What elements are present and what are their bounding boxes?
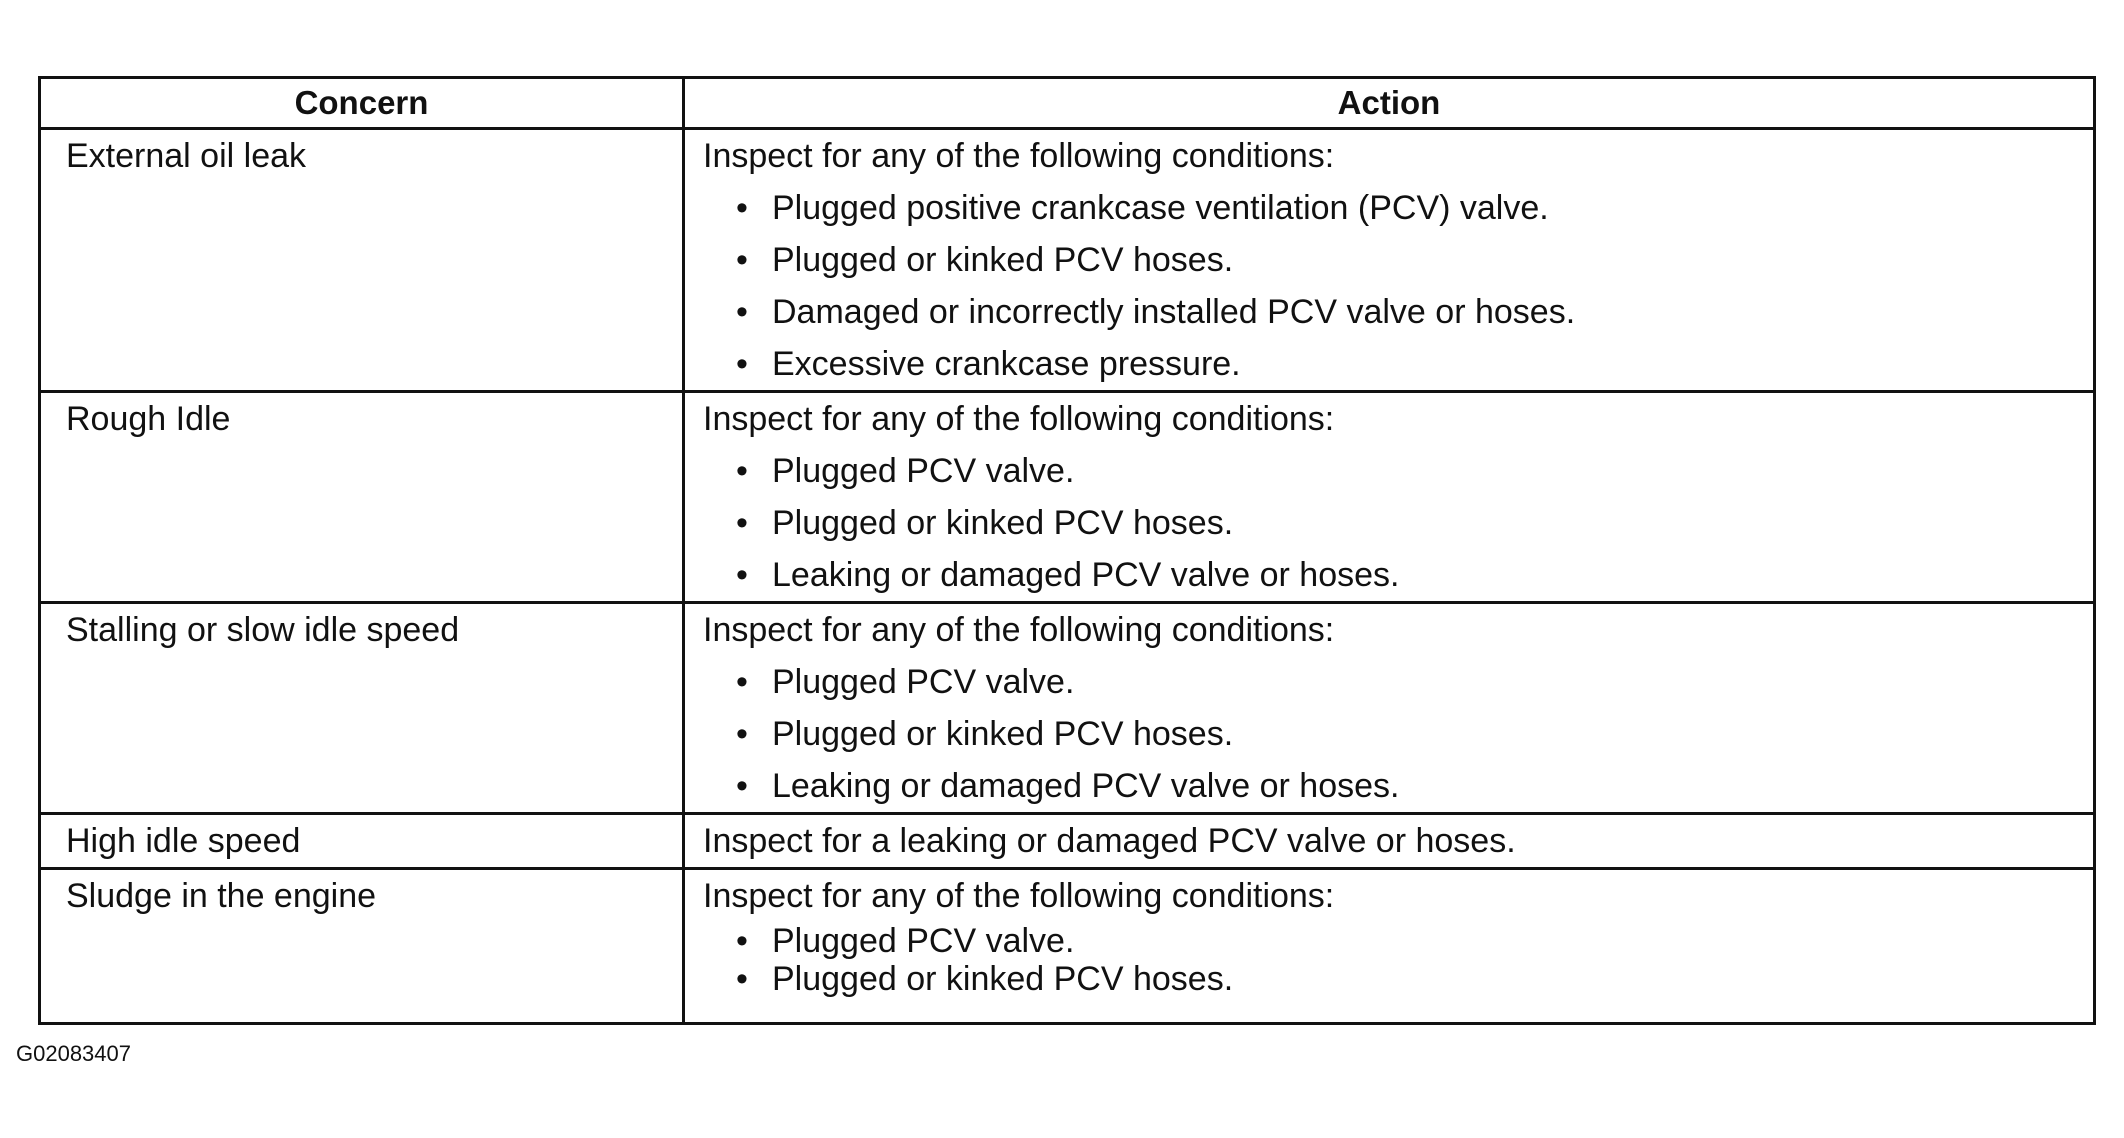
table-row	[40, 392, 2095, 603]
table-row	[40, 603, 2095, 814]
concern-cell: Sludge in the engine	[40, 869, 684, 1024]
list-item: • Leaking or damaged PCV valve or hoses.	[736, 760, 2093, 812]
table-row	[40, 129, 2095, 392]
concern-cell: Stalling or slow idle speed	[40, 603, 684, 814]
list-item: • Plugged or kinked PCV hoses.	[736, 960, 2093, 998]
table-row	[40, 814, 2095, 869]
action-intro: Inspect for any of the following conditions:	[703, 137, 1335, 175]
concern-cell: Rough Idle	[40, 392, 684, 603]
list-item: • Plugged or kinked PCV hoses.	[736, 708, 2093, 760]
column-header-concern: Concern	[40, 78, 684, 129]
column-header-action: Action	[684, 78, 2095, 129]
table-row	[40, 869, 2095, 1024]
list-item: • Leaking or damaged PCV valve or hoses.	[736, 549, 2093, 601]
action-cell	[684, 603, 2095, 814]
diagnosis-table	[38, 76, 2096, 1025]
action-intro: Inspect for any of the following conditions:	[703, 400, 1335, 438]
list-item: • Plugged PCV valve.	[736, 445, 2093, 497]
list-item: • Excessive crankcase pressure.	[736, 338, 2093, 390]
action-cell	[684, 814, 2095, 869]
list-item: • Damaged or incorrectly installed PCV valve or hoses.	[736, 286, 2093, 338]
list-item: • Plugged or kinked PCV hoses.	[736, 497, 2093, 549]
action-intro: Inspect for any of the following conditions:	[703, 611, 1335, 649]
list-item: • Plugged positive crankcase ventilation (PCV) valve.	[736, 182, 2093, 234]
condition-list	[703, 182, 2093, 390]
condition-list	[703, 445, 2093, 601]
action-cell	[684, 129, 2095, 392]
action-intro: Inspect for any of the following conditions:	[703, 877, 1335, 915]
condition-list	[703, 656, 2093, 812]
list-item: • Plugged PCV valve.	[736, 922, 2093, 960]
condition-list	[703, 922, 2093, 998]
concern-cell: High idle speed	[40, 814, 684, 869]
concern-cell: External oil leak	[40, 129, 684, 392]
table-header-row	[40, 78, 2095, 129]
list-item: • Plugged PCV valve.	[736, 656, 2093, 708]
action-cell	[684, 869, 2095, 1024]
action-intro: Inspect for a leaking or damaged PCV valve or hoses.	[703, 822, 1516, 860]
list-item: • Plugged or kinked PCV hoses.	[736, 234, 2093, 286]
figure-id: G02083407	[16, 1041, 131, 1066]
action-cell	[684, 392, 2095, 603]
